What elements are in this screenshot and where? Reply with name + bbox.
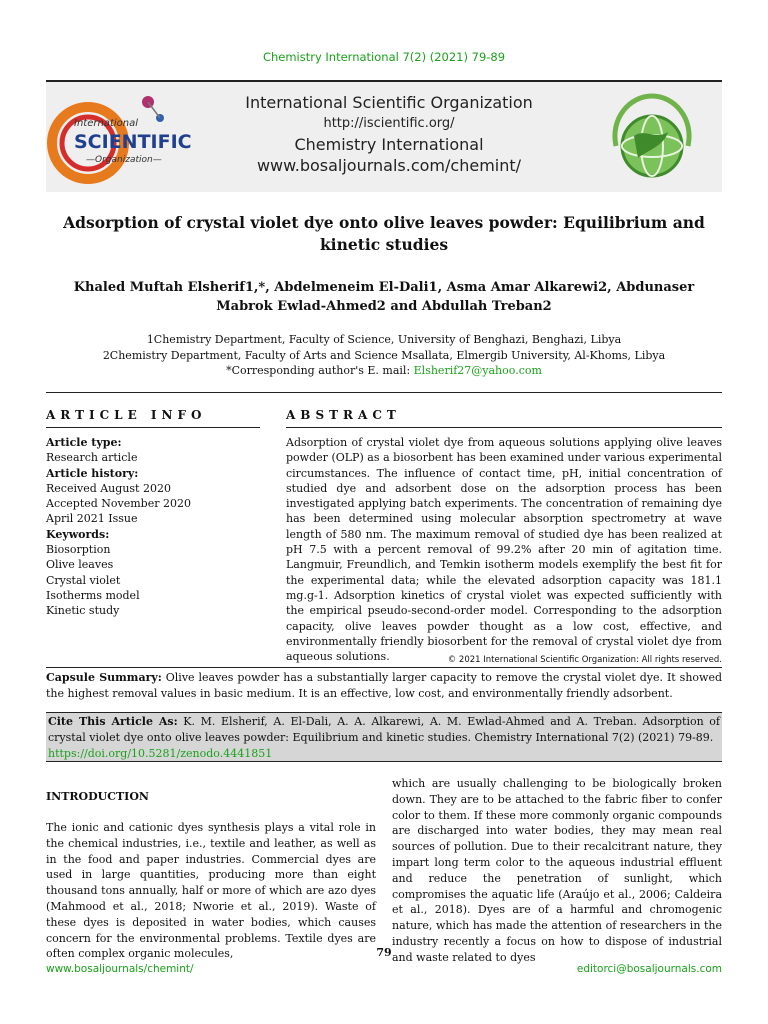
abstract-heading: ABSTRACT — [286, 408, 401, 422]
author-list: Khaled Muftah Elsherif1,*, Abdelmeneim El-Dali1, Asma Amar Alkarewi2, Abdunaser Mabrok Ewlad-Ahmed2 and Abdullah Treban2 — [73, 280, 695, 314]
article-info-heading: ARTICLE INFO — [46, 408, 207, 422]
cite-label: Cite This Article As: — [48, 715, 178, 728]
cite-text: K. M. Elsherif, A. El-Dali, A. A. Alkarewi, A. M. Ewlad-Ahmed and A. Treban. Adsorption of crystal violet dye onto olive leaves powder: Equilibrium and kinetic studies. Chemistry International 7(2) (2021) 79-89. — [48, 715, 720, 744]
svg-text:International: International — [74, 118, 138, 129]
organization-name: International Scientific Organization — [245, 93, 533, 112]
affiliation-1: 1Chemistry Department, Faculty of Science, University of Benghazi, Benghazi, Libya — [146, 333, 622, 346]
article-title: Adsorption of crystal violet dye onto olive leaves powder: Equilibrium and kinetic studies — [63, 213, 705, 254]
introduction-left-column: The ionic and cationic dyes synthesis plays a vital role in the chemical industries, i.e., textile and leather, as well as in the food and paper industries. Commercial dyes are used in large quantities, producing more than eight thousand tons annually, half or more of which are azo dyes (Mahmood et al., 2018; Nworie et al., 2019). Waste of these dyes is deposited in water bodies, which causes concern for the environmental problems. Textile dyes are often complex organic molecules, — [46, 821, 376, 961]
abstract-rule — [286, 427, 722, 428]
capsule-label: Capsule Summary: — [46, 671, 162, 684]
footer-email-link[interactable]: editorci@bosaljournals.com — [576, 963, 722, 975]
article-type-label: Article type: — [46, 436, 122, 449]
keywords-label: Keywords: — [46, 527, 110, 541]
introduction-heading: INTRODUCTION — [46, 790, 149, 803]
received-date: Received August 2020 — [46, 481, 171, 495]
keyword-item: Olive leaves — [46, 558, 114, 572]
keyword-item: Crystal violet — [46, 573, 121, 587]
capsule-text: Olive leaves powder has a substantially larger capacity to remove the crystal violet dye. It showed the highest removal values in basic medium. It is an effective, low cost, and environmentally friendly adsorbent. — [46, 671, 722, 700]
introduction-right-column: which are usually challenging to be biologically broken down. They are to be attached to the fabric fiber to confer color to them. If these more commonly organic compounds are discharged into water bodies, they may mean real sources of pollution. Due to their recalcitrant nature, they impart long term color to the aqueous industrial effluent and reduce the penetration of sunlight, which compromises the aquatic life (Araújo et al., 2006; Caldeira et al., 2018). Dyes are of a harmful and chromogenic nature, which has made the attention of researchers in the industry recently a focus on how to dispose of industrial and waste related to dyes — [392, 777, 722, 964]
banner-text — [214, 92, 564, 176]
corresponding-email-link[interactable]: Elsherif27@yahoo.com — [413, 364, 542, 377]
section-divider — [46, 392, 722, 393]
chemistry-international-globe-logo — [604, 88, 700, 188]
svg-text:—Organization—: —Organization— — [86, 155, 162, 165]
capsule-summary — [46, 667, 722, 702]
corresponding-author — [46, 363, 722, 379]
article-info-panel — [46, 435, 246, 619]
article-type-value: Research article — [46, 451, 138, 465]
keyword-item: Kinetic study — [46, 604, 120, 618]
keyword-item: Biosorption — [46, 543, 111, 557]
keyword-item: Isotherms model — [46, 588, 140, 602]
affiliation-2: 2Chemistry Department, Faculty of Arts and Science Msallata, Elmergib University, Al-Khoms, Libya — [102, 348, 666, 362]
scientific-organization-logo — [50, 88, 192, 188]
corresponding-label: *Corresponding author's E. mail: — [226, 364, 414, 377]
issue-date: April 2021 Issue — [46, 512, 138, 526]
accepted-date: Accepted November 2020 — [46, 497, 191, 511]
footer-journal-link[interactable]: www.bosaljournals/chemint/ — [46, 963, 194, 975]
abstract-text: Adsorption of crystal violet dye from aqueous solutions applying olive leaves powder (OLP) as a biosorbent has been examined under various experimental circumstances. The influence of contact time, pH, initial concentration of studied dye and adsorbent dose on the adsorption process has been investigated applying batch experiments. The concentration of remaining dye has been determined using molecular absorption spectrometry at wave length of 580 nm. The maximum removal of studied dye has been realized at pH 7.5 with a percent removal of 99.2% after 20 min of agitation time. Langmuir, Freundlich, and Temkin isotherm models exemplify the best fit for the experimental data; while the elevated adsorption capacity was 181.1 mg.g-1. Adsorption kinetics of crystal violet was expected sufficiently with the empirical pseudo-second-order model. Corresponding to the adsorption capacity, olive leaves powder thought as a low cost, effective, and environmentally friendly biosorbent for the removal of crystal violet dye from aqueous solutions. — [286, 436, 722, 664]
journal-citation-header: Chemistry International 7(2) (2021) 79-89 — [262, 50, 506, 64]
page-number: 79 — [376, 946, 392, 959]
doi-link[interactable]: https://doi.org/10.5281/zenodo.4441851 — [48, 747, 273, 760]
journal-name: Chemistry International — [294, 135, 484, 154]
affiliations — [46, 332, 722, 379]
copyright-notice: © 2021 International Scientific Organization: All rights reserved. — [447, 655, 722, 665]
journal-url[interactable]: www.bosaljournals.com/chemint/ — [256, 156, 522, 175]
organization-url[interactable]: http://iscientific.org/ — [323, 116, 455, 131]
article-info-rule — [46, 427, 260, 428]
journal-banner — [46, 80, 722, 192]
svg-text:SCIENTIFIC: SCIENTIFIC — [74, 131, 192, 153]
article-history-label: Article history: — [46, 466, 139, 480]
cite-box — [46, 712, 722, 762]
